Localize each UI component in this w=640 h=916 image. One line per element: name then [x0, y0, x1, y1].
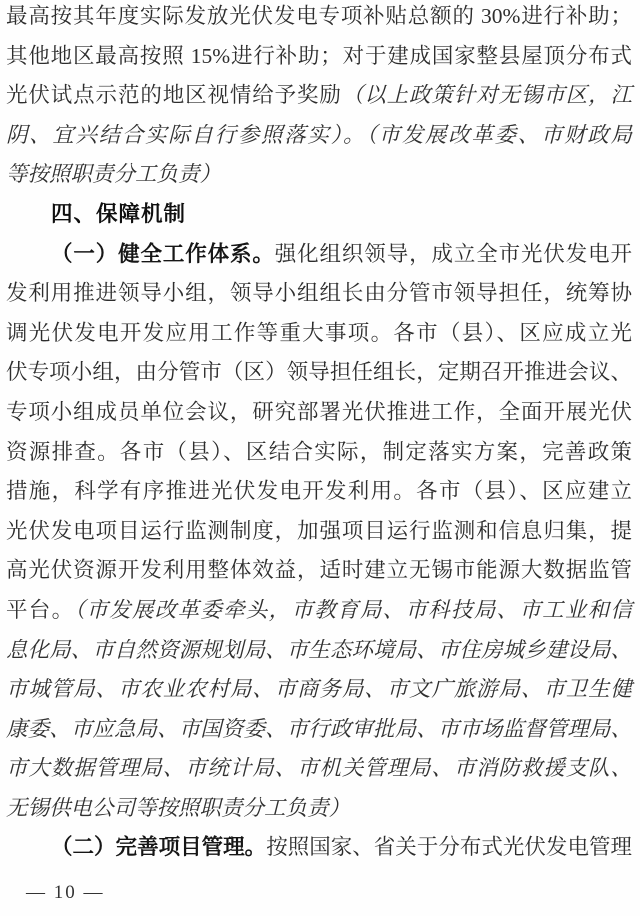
- text-run: 其他地区最高按照 15%进行补助；对于建成国家整县屋顶分布式: [6, 43, 632, 68]
- text-run: （一）健全工作体系。: [51, 241, 275, 266]
- text-line: [6, 274, 632, 314]
- text-line: [6, 789, 632, 829]
- text-run: 按照国家、省关于分布式光伏发电管理: [266, 835, 632, 860]
- text-run: 调光伏发电开发应用工作等重大事项。各市（县）、区应成立光: [6, 320, 632, 345]
- text-run: 光伏试点示范的地区视情给予奖励: [6, 83, 342, 108]
- text-run: 光伏发电项目运行监测制度，加强项目运行监测和信息归集，提: [6, 518, 632, 543]
- text-run: 四、保障机制: [51, 201, 187, 226]
- text-run: 专项小组成员单位会议，研究部署光伏推进工作，全面开展光伏: [6, 399, 632, 424]
- text-run: 等按照职责分工负责）: [6, 162, 222, 187]
- text-run: 发利用推进领导小组，领导小组组长由分管市领导担任，统筹协: [6, 281, 632, 306]
- text-line: [6, 76, 632, 116]
- text-run: （以上政策针对无锡市区，江: [341, 83, 632, 108]
- text-line: [6, 670, 632, 710]
- text-run: 伏专项小组，由分管市（区）领导担任组长，定期召开推进会议、: [6, 360, 632, 385]
- text-line: [6, 512, 632, 552]
- text-run: 市城管局、市农业农村局、市商务局、市文广旅游局、市卫生健: [6, 677, 632, 702]
- text-run: 措施，科学有序推进光伏发电开发利用。各市（县）、区应建立: [6, 479, 632, 504]
- text-line: [6, 551, 632, 591]
- page-number: — 10 —: [26, 882, 105, 903]
- text-line: [6, 591, 632, 631]
- text-line: [6, 0, 632, 37]
- text-line: [6, 710, 632, 750]
- document-body: [6, 0, 632, 868]
- text-line: [6, 116, 632, 156]
- section-heading: [6, 195, 632, 235]
- text-line: [6, 314, 632, 354]
- text-line: [6, 472, 632, 512]
- text-run: 最高按其年度实际发放光伏发电专项补贴总额的 30%进行补助；: [6, 4, 632, 28]
- text-line: [6, 155, 632, 195]
- text-line: [6, 749, 632, 789]
- text-run: 无锡供电公司等按照职责分工负责）: [6, 795, 351, 820]
- text-line: [6, 393, 632, 433]
- text-run: 资源排查。各市（县）、区结合实际，制定落实方案，完善政策: [6, 439, 632, 464]
- text-run: 高光伏资源开发利用整体效益，适时建立无锡市能源大数据监管: [6, 558, 632, 583]
- text-run: 阴、宜兴结合实际自行参照落实）。（市发展改革委、市财政局: [6, 122, 632, 147]
- text-run: （二）完善项目管理。: [51, 835, 267, 860]
- text-run: 市大数据管理局、市统计局、市机关管理局、市消防救援支队、: [6, 756, 632, 781]
- text-line: [6, 37, 632, 77]
- text-line: [6, 631, 632, 671]
- text-run: 平台。: [6, 597, 75, 622]
- text-run: 息化局、市自然资源规划局、市生态环境局、市住房城乡建设局、: [6, 637, 632, 662]
- text-run: （市发展改革委牵头，市教育局、市科技局、市工业和信: [74, 597, 632, 622]
- text-line: [6, 433, 632, 473]
- text-line: [6, 828, 632, 868]
- text-run: 康委、市应急局、市国资委、市行政审批局、市市场监督管理局、: [6, 716, 632, 741]
- text-run: 强化组织领导，成立全市光伏发电开: [274, 241, 632, 266]
- text-line: [6, 235, 632, 275]
- text-line: [6, 353, 632, 393]
